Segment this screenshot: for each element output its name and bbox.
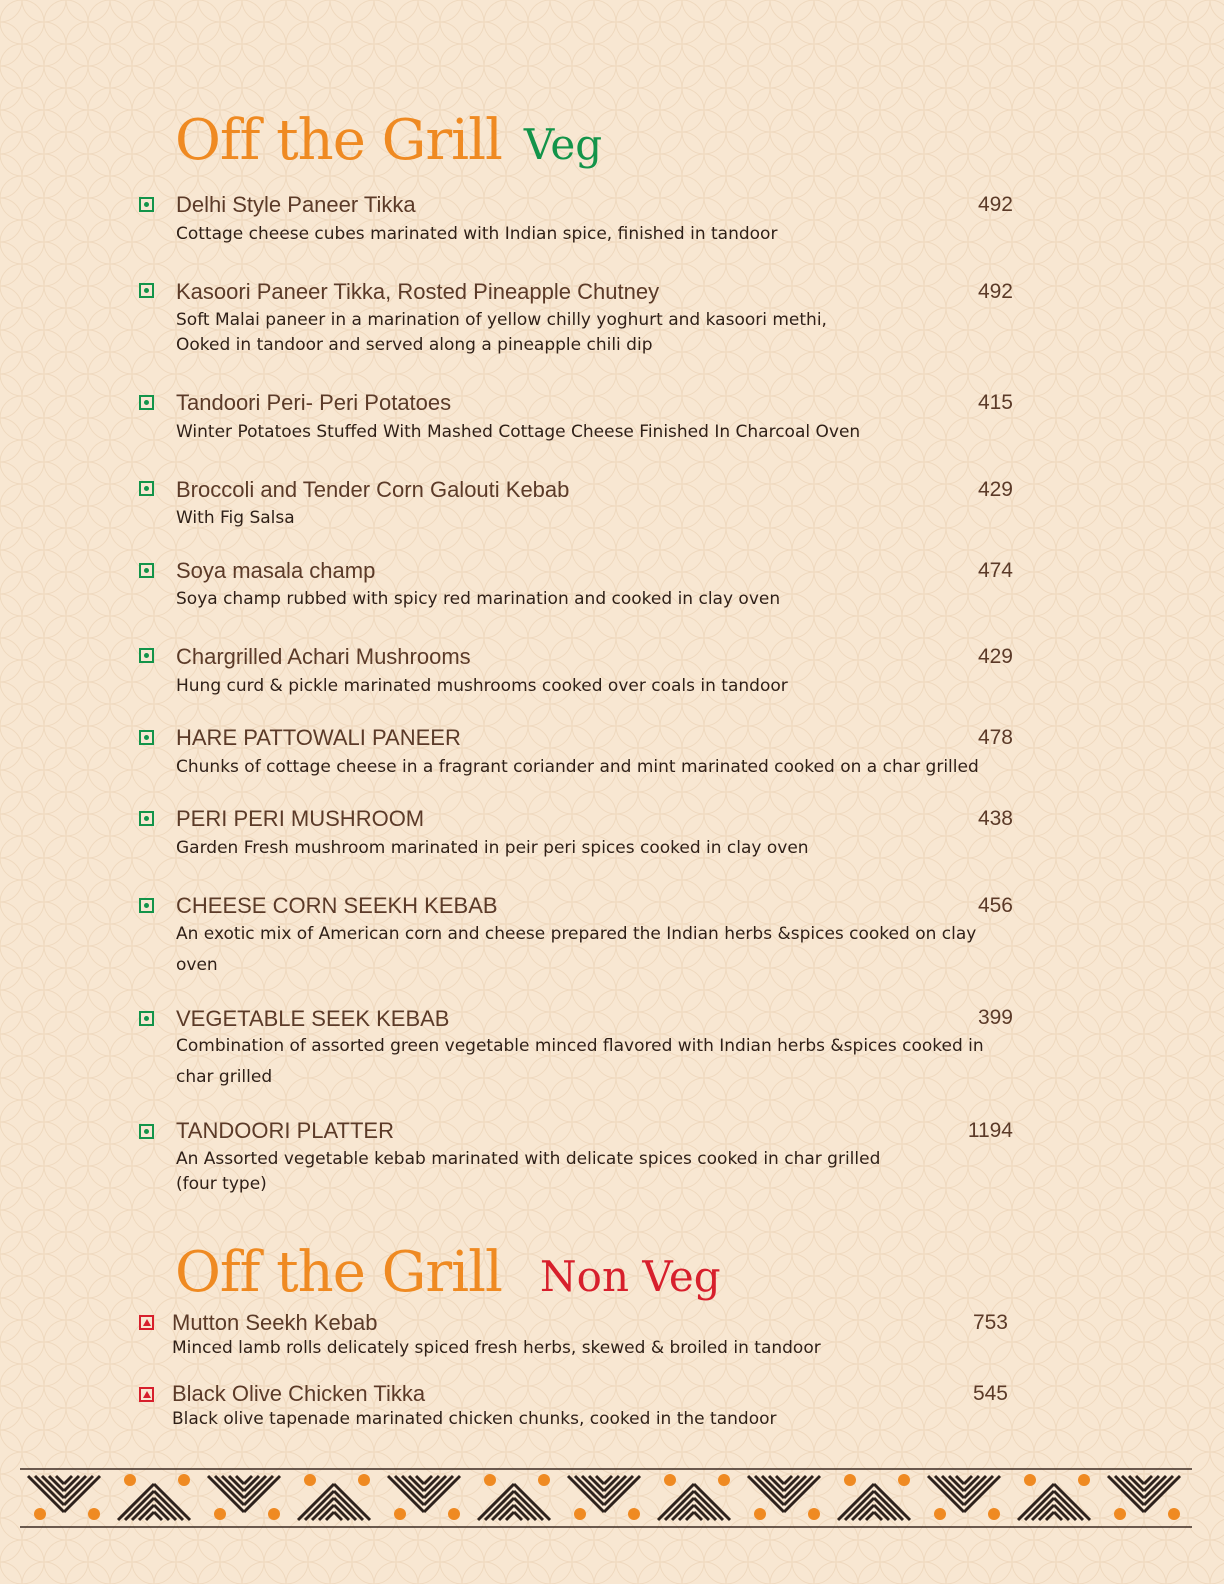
item-description: Hung curd & pickle marinated mushrooms cooked over coals in tandoor <box>176 676 788 696</box>
item-price: 429 <box>977 478 1013 501</box>
item-description: Cottage cheese cubes marinated with Indian spice, finished in tandoor <box>176 224 778 244</box>
item-name: HARE PATTOWALI PANEER <box>176 725 461 750</box>
nonveg-symbol-icon <box>139 1387 154 1402</box>
item-price: 478 <box>977 726 1013 749</box>
item-price: 545 <box>972 1382 1008 1405</box>
item-name: Soya masala champ <box>176 558 376 583</box>
item-price: 492 <box>977 193 1013 216</box>
nonveg-label: Non Veg <box>539 1252 721 1301</box>
item-name: CHEESE CORN SEEKH KEBAB <box>176 893 498 918</box>
item-price: 399 <box>977 1006 1013 1029</box>
item-name: Delhi Style Paneer Tikka <box>176 192 416 217</box>
veg-label: Veg <box>523 120 603 169</box>
item-price: 438 <box>977 807 1013 830</box>
item-description: An exotic mix of American corn and cheese prepared the Indian herbs &spices cooked on clay <box>176 924 977 944</box>
item-description-line-2: Ooked in tandoor and served along a pineapple chili dip <box>176 335 653 355</box>
section-title: Off the Grill <box>175 1240 502 1305</box>
item-name: TANDOORI PLATTER <box>176 1118 394 1143</box>
veg-symbol-icon <box>139 563 154 578</box>
item-description: Chunks of cottage cheese in a fragrant coriander and mint marinated cooked on a char grilled <box>176 757 979 777</box>
item-description: With Fig Salsa <box>176 508 295 528</box>
item-description: Winter Potatoes Stuffed With Mashed Cottage Cheese Finished In Charcoal Oven <box>176 422 861 442</box>
item-price: 492 <box>977 280 1013 303</box>
item-description-line-2: (four type) <box>176 1174 267 1194</box>
section-title: Off the Grill <box>175 108 502 173</box>
item-name: Black Olive Chicken Tikka <box>172 1381 426 1406</box>
item-name: VEGETABLE SEEK KEBAB <box>176 1006 450 1031</box>
item-price: 429 <box>977 645 1013 668</box>
item-price: 474 <box>977 559 1013 582</box>
item-price: 753 <box>972 1311 1008 1334</box>
item-description-line-2: oven <box>176 955 218 975</box>
item-description: Soft Malai paneer in a marination of yellow chilly yoghurt and kasoori methi, <box>176 310 827 330</box>
nonveg-section-heading <box>175 1240 721 1305</box>
item-name: PERI PERI MUSHROOM <box>176 806 425 831</box>
decorative-border <box>20 1468 1192 1530</box>
item-price: 456 <box>977 894 1013 917</box>
veg-symbol-icon <box>139 811 154 826</box>
veg-symbol-icon <box>139 898 154 913</box>
veg-symbol-icon <box>139 481 154 496</box>
item-price: 1194 <box>967 1119 1013 1142</box>
item-description: An Assorted vegetable kebab marinated with delicate spices cooked in char grilled <box>176 1149 881 1169</box>
veg-symbol-icon <box>139 1011 154 1026</box>
item-price: 415 <box>977 391 1013 414</box>
veg-symbol-icon <box>139 197 154 212</box>
veg-symbol-icon <box>139 648 154 663</box>
item-name: Chargrilled Achari Mushrooms <box>176 644 471 669</box>
veg-symbol-icon <box>139 283 154 298</box>
item-description: Combination of assorted green vegetable minced flavored with Indian herbs &spices cooked in <box>176 1036 984 1056</box>
item-description: Black olive tapenade marinated chicken chunks, cooked in the tandoor <box>172 1409 777 1429</box>
item-description: Soya champ rubbed with spicy red marination and cooked in clay oven <box>176 589 781 609</box>
item-name: Tandoori Peri- Peri Potatoes <box>176 390 452 415</box>
veg-symbol-icon <box>139 1124 154 1139</box>
nonveg-symbol-icon <box>139 1315 154 1330</box>
item-description: Minced lamb rolls delicately spiced fresh herbs, skewed & broiled in tandoor <box>172 1338 821 1358</box>
item-name: Kasoori Paneer Tikka, Rosted Pineapple Chutney <box>176 279 660 304</box>
item-name: Mutton Seekh Kebab <box>172 1310 378 1335</box>
item-name: Broccoli and Tender Corn Galouti Kebab <box>176 477 570 502</box>
veg-symbol-icon <box>139 730 154 745</box>
item-description: Garden Fresh mushroom marinated in peir peri spices cooked in clay oven <box>176 838 809 858</box>
veg-section-heading <box>175 108 602 173</box>
veg-symbol-icon <box>139 395 154 410</box>
item-description-line-2: char grilled <box>176 1067 273 1087</box>
